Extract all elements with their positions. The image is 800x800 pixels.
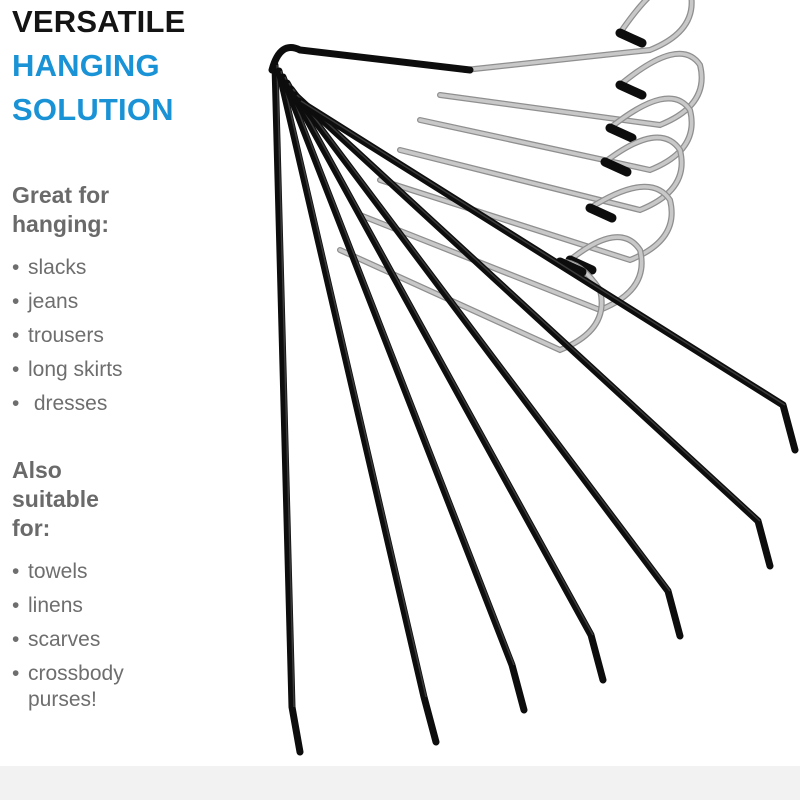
silver-hook — [380, 180, 672, 260]
bullet: • — [12, 628, 20, 651]
list-item-label: slacks — [28, 256, 87, 279]
hook-tip-cap — [620, 33, 642, 43]
list-item-label: jeans — [28, 290, 79, 313]
also-suitable-title-line-3: for: — [12, 515, 51, 541]
black-rods — [272, 48, 795, 753]
list-item — [12, 589, 124, 623]
great-for-title-line-1: Great for — [12, 182, 110, 208]
list-item — [12, 251, 123, 285]
headline-line-3: SOLUTION — [12, 92, 174, 127]
list-item — [12, 285, 123, 319]
list-item-label: towels — [28, 560, 88, 583]
bullet: • — [12, 358, 20, 381]
list-item-label — [28, 662, 124, 711]
also-suitable-title — [12, 456, 99, 543]
bullet: • — [12, 324, 20, 347]
also-suitable-list — [12, 555, 124, 713]
great-for-title-line-2: hanging: — [12, 211, 110, 237]
also-suitable-title-line-2: suitable — [12, 486, 99, 512]
top-loop — [272, 48, 470, 71]
black-rod — [287, 83, 603, 680]
great-for-list — [12, 251, 123, 421]
list-item-label: trousers — [28, 324, 104, 347]
headline-line-1: VERSATILE — [12, 4, 186, 39]
list-item-label: linens — [28, 594, 83, 617]
bullet: • — [12, 392, 20, 415]
list-item-label-line-1: crossbody — [28, 662, 124, 685]
list-item — [12, 353, 123, 387]
list-item-label-line-2: purses! — [28, 688, 97, 711]
also-suitable-title-line-1: Also — [12, 457, 62, 483]
list-item — [12, 657, 124, 713]
black-rod — [275, 65, 300, 752]
headline — [12, 0, 185, 132]
black-rod — [299, 101, 795, 450]
list-item-label: dresses — [28, 392, 108, 415]
black-rod-shine — [289, 83, 593, 635]
black-rod-shine — [277, 65, 294, 707]
list-item — [12, 319, 123, 353]
list-item-label: scarves — [28, 628, 101, 651]
list-item — [12, 387, 123, 421]
black-rod — [295, 95, 770, 566]
bullet: • — [12, 594, 20, 617]
bottom-band — [0, 766, 800, 800]
hook-tip-cap — [610, 128, 632, 138]
silver-hook-highlight — [440, 54, 702, 125]
hook-tip-cap — [620, 85, 642, 95]
bullet: • — [12, 662, 20, 685]
bullet: • — [12, 256, 20, 279]
hanger-rack-image — [250, 0, 800, 766]
hook-tip-cap — [590, 208, 612, 218]
headline-line-2: HANGING — [12, 48, 160, 83]
silver-hooks — [340, 0, 702, 350]
bullet: • — [12, 290, 20, 313]
list-item — [12, 555, 124, 589]
list-item — [12, 623, 124, 657]
bullet: • — [12, 560, 20, 583]
list-item-label: long skirts — [28, 358, 123, 381]
great-for-title — [12, 181, 109, 239]
